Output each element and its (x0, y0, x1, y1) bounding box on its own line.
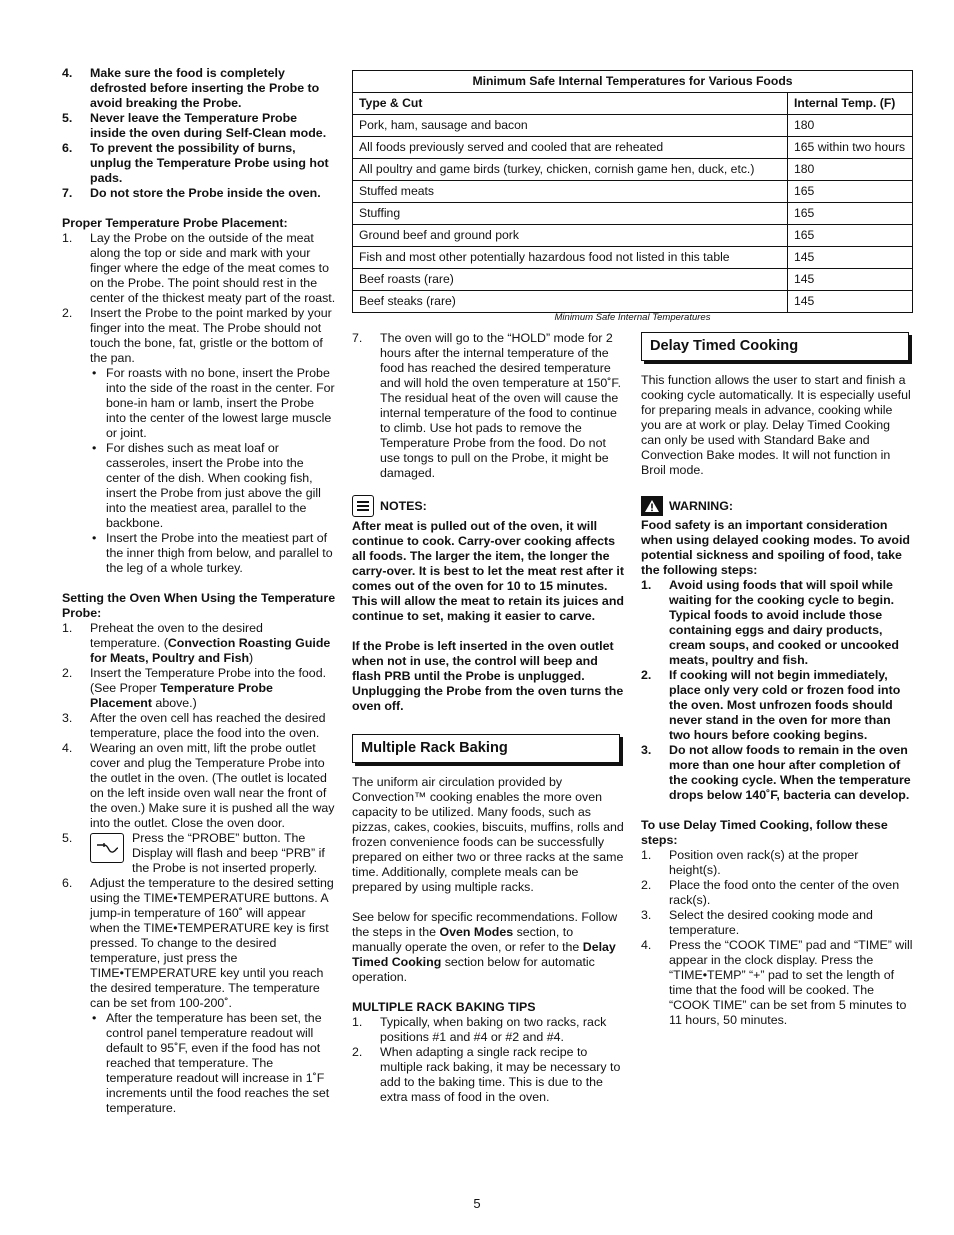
list-item: 2. When adapting a single rack recipe to multiple rack baking, it may be necessary to add to the baking time. This is due to the extra mass of food in the oven. (352, 1045, 621, 1104)
placement-bullets (90, 366, 336, 576)
middle-column (352, 331, 624, 1105)
warning-intro: Food safety is an important consideration when using delayed cooking modes. To avoid potential sickness and spoiling of food, take the following steps: (641, 518, 910, 577)
right-column (641, 332, 913, 1028)
bullet-item: • Insert the Probe into the meatiest part of the inner thigh from below, and parallel to the leg of a whole turkey. (92, 531, 333, 575)
list-item: 7. The oven will go to the “HOLD” mode for 2 hours after the internal temperature of the food has reached the desired temperature and will hold the oven temperature at 150˚F. The residual heat of the oven will cause the internal temperature of the food to continue to climb. Use hot pads to remove the Temperature Probe from the food. Do not use tongs to pull on the Probe, it might be damaged. (352, 331, 622, 480)
list-item: 4. Press the “COOK TIME” pad and “TIME” will appear in the clock display. Press the “TIME•TEMP” “+” pad to set the length of time that the food will be cooked. The “COOK TIME” can be set from 5 minutes to 11 hours, 50 minutes. (641, 938, 913, 1027)
list-item: 1. Avoid using foods that will spoil while waiting for the cooking cycle to begin. Typical foods to avoid include those containing eggs and dairy products, cream soups, and cooked or uncooked meats, poultry and fish. (641, 578, 899, 667)
setting-steps (62, 621, 336, 1011)
left-column (62, 66, 336, 1116)
list-item: 5. Never leave the Temperature Probe inside the oven during Self-Clean mode. (62, 111, 327, 140)
table-row: Fish and most other potentially hazardous food not listed in this table 145 (353, 247, 913, 269)
list-item: 7. Do not store the Probe inside the oven. (62, 186, 321, 200)
probe-icon (90, 833, 124, 863)
list-item: 2. Place the food onto the center of the oven rack(s). (641, 878, 900, 907)
steps-list (641, 848, 913, 1028)
list-item: 1. Preheat the oven to the desired temperature. (Convection Roasting Guide for Meats, Poultry and Fish) (62, 621, 331, 665)
table-row: Beef steaks (rare) 145 (353, 291, 913, 313)
list-item: 4. Wearing an oven mitt, lift the probe outlet cover and plug the Temperature Probe into the outlet in the oven. (The outlet is located on the left inside oven wall near the front of the oven.) Make sure it is pushed all the way into the outlet. Close the oven door. (62, 741, 335, 830)
bullet-item: • After the temperature has been set, the control panel temperature readout will default to 95˚F, even if the food has not reached that temperature. The temperature readout will increase in 1˚F increments until the food reaches the set temperature. (92, 1011, 330, 1115)
list-item: 1. Typically, when baking on two racks, rack positions #1 and #4 or #2 and #4. (352, 1015, 607, 1044)
warning-icon (641, 496, 663, 516)
setting-bullets (90, 1011, 336, 1116)
list-item: 2. Insert the Probe to the point marked by your finger into the meat. The Probe should not touch the bone, fat, gristle or the bottom of the pan. (62, 306, 332, 365)
probe-step-7 (352, 331, 624, 481)
bullet-item: • For dishes such as meat loaf or casseroles, insert the Probe into the center of the dish. When cooking fish, insert the Probe from just above the gill into the meatiest area, parallel to the backbone. (92, 441, 321, 530)
table-caption: Minimum Safe Internal Temperatures (554, 312, 711, 323)
mrb-paragraph: See below for specific recommendations. Follow the steps in the Oven Modes section, to manually operate the oven, or refer to the Delay Timed Cooking section below for automatic operation. (352, 910, 618, 984)
dtc-paragraph: This function allows the user to start and finish a cooking cycle automatically. It is especially useful for preparing meals in advance, cooking while you are at work or play. Delay Timed Cooking can only be used with Standard Bake and Convection Bake modes. It will not function in Broil mode. (641, 373, 911, 477)
tips-heading: MULTIPLE RACK BAKING TIPS (352, 1000, 536, 1014)
list-item: 3. Do not allow foods to remain in the oven more than one hour after completion of the cooking cycle. When the temperature drops below 140˚F, bacteria can develop. (641, 743, 911, 802)
list-item: 2. If cooking will not begin immediately, place only very cold or frozen food into the oven. Most unfrozen foods should never stand in the oven for more than two hours before cooking begins. (641, 668, 901, 742)
warning-list (641, 578, 913, 803)
notes-heading: NOTES: (352, 495, 624, 517)
list-item: 6. To prevent the possibility of burns, unplug the Temperature Probe using hot pads. (62, 141, 329, 185)
safe-temperatures-table (352, 70, 913, 313)
table-title: Minimum Safe Internal Temperatures for Various Foods (353, 71, 913, 93)
page-number: 5 (473, 1196, 481, 1211)
list-item: 6. Adjust the temperature to the desired setting using the TIME•TEMPERATURE buttons. A jump-in temperature of 160˚ will appear when the TIME•TEMPERATURE key is first pressed. To change to the desired temperature, just press the TIME•TEMPERATURE key until you reach the desired temperature. The temperature can be set from 100-200˚. (62, 876, 334, 1010)
table-row: Beef roasts (rare) 145 (353, 269, 913, 291)
table-row: Stuffing 165 (353, 203, 913, 225)
bullet-item: • For roasts with no bone, insert the Probe into the side of the roast in the center. For bone-in ham or lamb, insert the Probe into the center of the lowest large muscle or joint. (92, 366, 335, 440)
placement-list (62, 231, 336, 366)
placement-heading: Proper Temperature Probe Placement: (62, 216, 288, 230)
multiple-rack-baking-title: Multiple Rack Baking (352, 734, 620, 763)
table-row: All poultry and game birds (turkey, chicken, cornish game hen, duck, etc.) 180 (353, 159, 913, 181)
steps-heading: To use Delay Timed Cooking, follow these steps: (641, 818, 888, 847)
table-row: Pork, ham, sausage and bacon 180 (353, 115, 913, 137)
table-row: Ground beef and ground pork 165 (353, 225, 913, 247)
list-item: 5. Press the “PROBE” button. The Display will flash and beep “PRB” if the Probe is not inserted properly. (62, 831, 325, 875)
table-row: All foods previously served and cooled that are reheated 165 within two hours (353, 137, 913, 159)
table-row: Stuffed meats 165 (353, 181, 913, 203)
table-header-type: Type & Cut (353, 93, 788, 115)
list-item: 2. Insert the Temperature Probe into the food. (See Proper Temperature Probe Placement above.) (62, 666, 327, 710)
list-item: 3. Select the desired cooking mode and temperature. (641, 908, 873, 937)
tips-list (352, 1015, 624, 1105)
setting-heading: Setting the Oven When Using the Temperature Probe: (62, 591, 336, 620)
probe-warnings-list (62, 66, 336, 201)
warning-heading: WARNING: (641, 496, 913, 516)
notes-paragraph: If the Probe is left inserted in the oven outlet when not in use, the control will beep and flash PRB until the Probe is unplugged. Unplugging the Probe from the oven turns the oven off. (352, 639, 624, 713)
notepad-icon (352, 495, 374, 517)
list-item: 3. After the oven cell has reached the desired temperature, place the food into the oven. (62, 711, 326, 740)
table-header-temp: Internal Temp. (F) (788, 93, 913, 115)
delay-timed-cooking-title: Delay Timed Cooking (641, 332, 909, 361)
notes-paragraph: After meat is pulled out of the oven, it will continue to cook. Carry-over cooking affects all foods. The larger the item, the longer the carry-over. It is best to let the meat rest after it comes out of the oven for 10 to 15 minutes. This will allow the meat to retain its juices and continue to set, making it easier to carve. (352, 519, 625, 623)
list-item: 1. Position oven rack(s) at the proper height(s). (641, 848, 859, 877)
mrb-paragraph: The uniform air circulation provided by Convection™ cooking enables the more oven capacity to be utilized. Many foods, such as pizzas, cakes, cookies, biscuits, muffins, rolls and frozen convenience foods can be successfully prepared on either two or three racks at the same time. Additionally, complete meals can be prepared by using multiple racks. (352, 775, 624, 894)
list-item: 1. Lay the Probe on the outside of the meat along the top or side and mark with your finger where the edge of the meat comes to on the Probe. The point should rest in the center of the thickest meaty part of the roast. (62, 231, 336, 305)
list-item: 4. Make sure the food is completely defrosted before inserting the Probe to avoid breaking the Probe. (62, 66, 320, 110)
